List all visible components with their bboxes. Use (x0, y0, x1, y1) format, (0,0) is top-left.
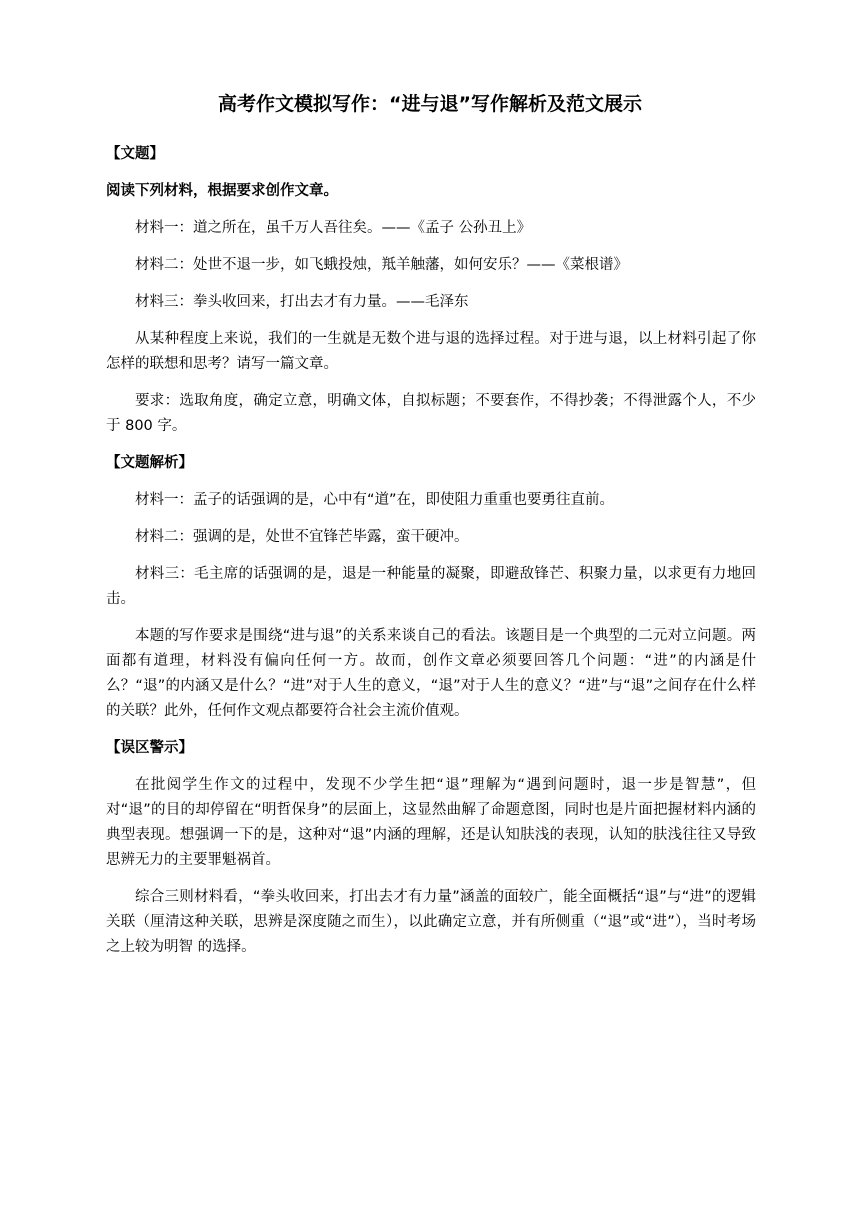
warning-paragraph-1: 在批阅学生作文的过程中，发现不少学生把“退”理解为“遇到问题时，退一步是智慧”，但对“退”的目的却停留在“明哲保身”的层面上，这显然曲解了命题意图，同时也是片面把握材料内涵的典型表现。想强调一下的是，这种对“退”内涵的理解，还是认知肤浅的表现，认知的肤浅往往又导致思辨无力的主要罪魁祸首。 (106, 777, 756, 868)
prompt-requirements: 要求：选取角度，确定立意，明确文体，自拟标题；不要套作，不得抄袭；不得泄露个人，不少于 800 字。 (106, 393, 756, 434)
analysis-heading: 【文题解析】 (106, 455, 193, 471)
analysis-summary: 本题的写作要求是围绕“进与退”的关系来谈自己的看法。该题目是一个典型的二元对立问题。两面都有道理，材料没有偏向任何一方。故而，创作文章必须要回答几个问题：“进”的内涵是什么？“退”的内涵又是什么？“进”对于人生的意义，“退”对于人生的意义？“进”与“退”之间存在什么样的关联？此外，任何作文观点都要符合社会主流价值观。 (106, 628, 756, 719)
document-title: 高考作文模拟写作：“进与退”写作解析及范文展示 (218, 93, 642, 115)
document-body (106, 142, 756, 972)
analysis-material-1: 材料一：孟子的话强调的是，心中有“道”在，即使阻力重重也要勇往直前。 (135, 492, 615, 508)
prompt-heading: 【文题】 (106, 146, 164, 162)
prompt-material-2: 材料二：处世不退一步，如飞蛾投烛，羝羊触藩，如何安乐？——《菜根谱》 (135, 257, 628, 273)
prompt-question: 从某种程度上来说，我们的一生就是无数个进与退的选择过程。对于进与退，以上材料引起了你怎样的联想和思考？请写一篇文章。 (106, 331, 756, 372)
prompt-instruction: 阅读下列材料，根据要求创作文章。 (106, 183, 338, 199)
prompt-material-1: 材料一：道之所在，虽千万人吾往矣。——《孟子 公孙丑上》 (135, 220, 532, 236)
warning-heading: 【误区警示】 (106, 740, 193, 756)
warning-paragraph-2: 综合三则材料看，“拳头收回来，打出去才有力量”涵盖的面较广，能全面概括“退”与“进”的逻辑关联（厘清这种关联，思辨是深度随之而生），以此确定立意，并有所侧重（“退”或“进”），当时考场之上较为明智 的选择。 (106, 889, 756, 955)
prompt-material-3: 材料三：拳头收回来，打出去才有力量。——毛泽东 (135, 294, 469, 310)
analysis-material-2: 材料二：强调的是，处世不宜锋芒毕露，蛮干硬冲。 (135, 529, 469, 545)
analysis-material-3: 材料三：毛主席的话强调的是，退是一种能量的凝聚，即避敌锋芒、积聚力量，以求更有力地回击。 (106, 566, 756, 607)
